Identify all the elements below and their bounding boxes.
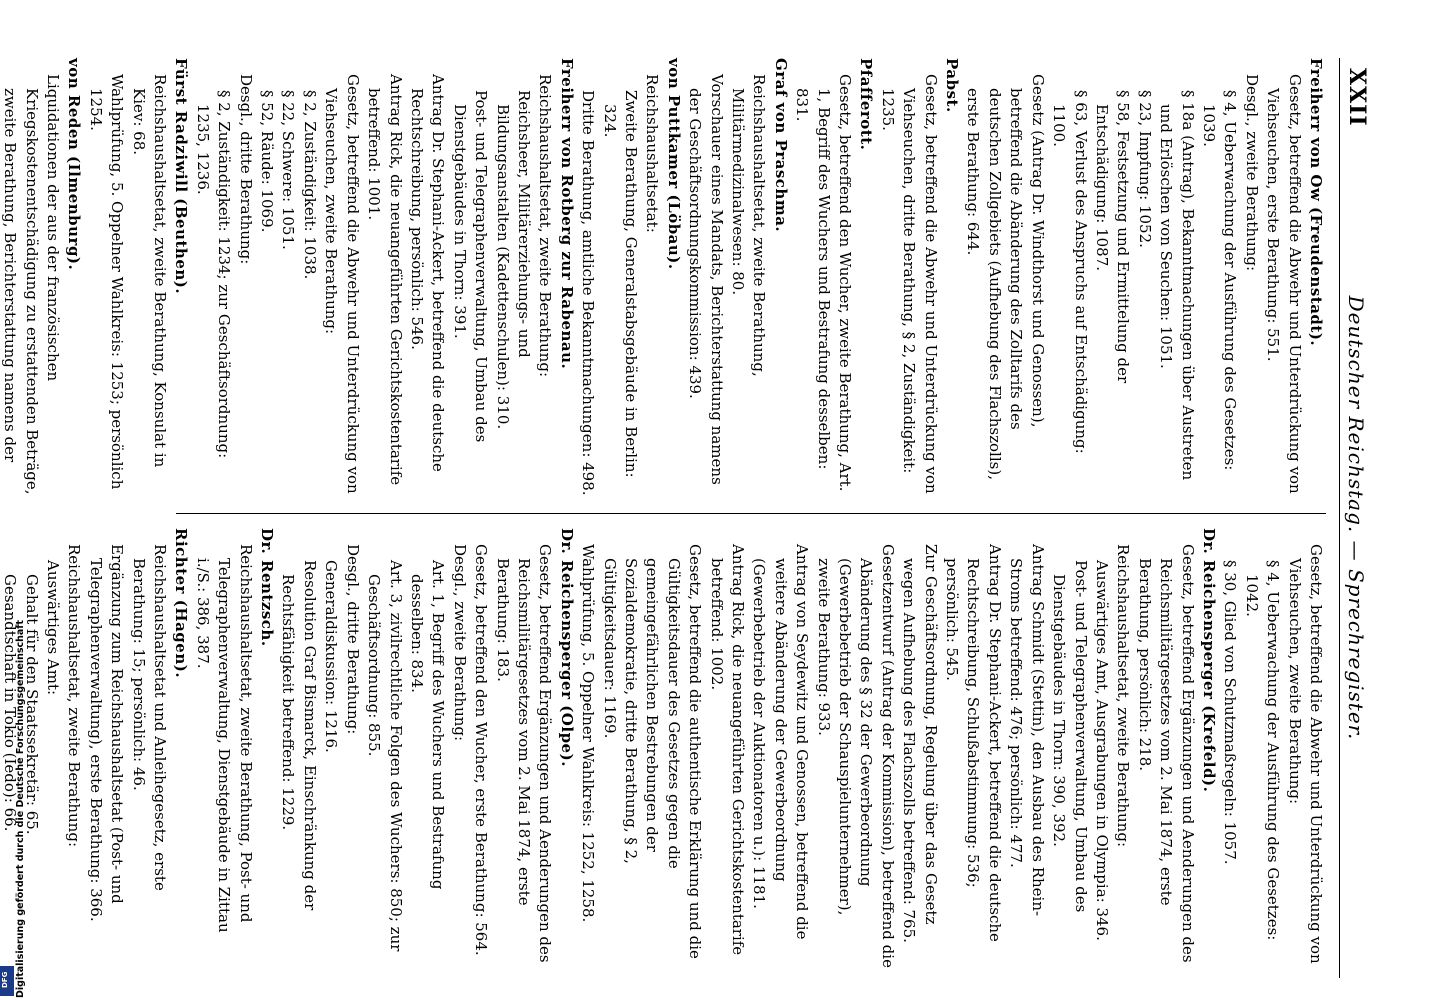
- register-entry: Antrag Dr. Stephani-Ackert, betreffend die deutsche Rechtschreibung, Schlußabstimmung: 536; persönlich: 545.: [943, 544, 1004, 942]
- register-entry: Reichshaushaltsetat, zweite Berathung, Post- und Telegraphenverwaltung, Dienstgebäude in Zittau i./S.: 386, 387.: [193, 544, 255, 933]
- register-entry: Liquidationen der aus der französischen Kriegskostenentschädigung zu erstattenden Beträge, zweite Berathung, Berichterstattung namens der: [1, 74, 63, 495]
- register-entry: Desgl., zweite Berathung:: [450, 544, 469, 742]
- speaker-name: [855, 58, 876, 498]
- register-entry: Reichsheer, Militärerziehungs- und Bildungsanstalten (Kadettenschulen): 310.: [493, 90, 533, 430]
- speaker-name-text: Dr. Rentzsch.: [258, 528, 277, 647]
- register-entry: § 22, Schwere: 1051.: [279, 90, 298, 250]
- register-entry: § 4, Ueberwachung der Ausführung des Gesetzes: 1042.: [1242, 560, 1283, 941]
- speaker-name: [170, 58, 191, 498]
- register-entry: Resolution Graf Bismarck, Einschränkung der Rechtsfähigkeit betreffend: 1229.: [279, 560, 319, 911]
- register-entry: § 18a (Antrag), Bekanntmachungen über Austreten und Erlöschen von Seuchen: 1051.: [1157, 90, 1197, 481]
- speaker-name: [769, 58, 790, 498]
- register-entry: Antrag Rick, die neuangeführten Gerichtskostentarife betreffend: 1002.: [707, 544, 748, 956]
- speaker-name-text: von Reden (Ilmenburg).: [65, 58, 84, 271]
- right-column: [0, 528, 1326, 968]
- register-entry: § 63, Verlust des Anspruchs auf Entschädigung: 1100.: [1050, 90, 1090, 454]
- register-entry: Reichshaushaltsetat, zweite Berathung, Militärmedizinalwesen: 80.: [729, 74, 769, 377]
- register-entry: Ergänzung zum Reichshaushaltsetat (Post- und Telegraphenverwaltung), erste Berathung: 366.: [86, 544, 127, 922]
- speaker-name-text: Graf von Praschma.: [771, 58, 790, 233]
- page-header: [1339, 58, 1370, 978]
- speaker-name-text: Pabst.: [943, 58, 962, 113]
- register-entry: § 30, Glied von Schutzmaßregeln: 1057.: [1221, 560, 1240, 865]
- speaker-name-text: von Puttkamer (Löbau).: [664, 58, 683, 270]
- left-column: [0, 58, 1326, 498]
- page-title: Deutscher Reichstag. — Sprechregister.: [1344, 295, 1368, 741]
- speaker-name: [1198, 528, 1219, 968]
- register-entry: Auswärtiges Amt:: [44, 560, 63, 696]
- register-entry: Gesetz, betreffend den Wucher, erste Berathung: 564.: [472, 544, 491, 956]
- speaker-name: [1305, 58, 1326, 498]
- speaker-name: [941, 58, 962, 498]
- register-entry: Antrag von Seydewitz und Genossen, betreffend die weitere Abänderung der Gewerbeordnung (Gewerbebetrieb der Auktionatoren u.): 1181.: [750, 544, 812, 940]
- register-entry: Vorschauer eines Mandats, Berichterstattung namens der Geschäftsordnungskommission: 439.: [686, 74, 726, 485]
- register-entry: Desgl., dritte Berathung:: [236, 74, 255, 265]
- register-entry: Gesetz, betreffend die Abwehr und Unterdrückung von Viehseuchen, zweite Berathung:: [1285, 544, 1325, 964]
- register-entry: Antrag Dr. Stephani-Ackert, betreffend die deutsche Rechtschreibung, persönlich: 546.: [407, 74, 448, 472]
- register-entry: Antrag Schmidt (Stettin), den Ausbau des Rhein-Stroms betreffend: 476; persönlich: 477.: [1007, 544, 1047, 917]
- register-entry: Gehalt für den Staatssekretär: 65.: [22, 574, 41, 835]
- register-entry: Desgl., zweite Berathung:: [1242, 74, 1261, 272]
- speaker-name: [170, 528, 191, 968]
- register-entry: Gesetz (Antrag Dr. Windthorst und Genossen), betreffend die Abänderung des Zolltarifs des deutschen Zollgebiets (Aufhebung des Flachszolls), erste Berathung: 644.: [964, 74, 1047, 480]
- register-entry: § 2, Zuständigkeit: 1038.: [300, 90, 319, 280]
- register-entry: Gesetz, betreffend Ergänzungen und Aenderungen des Reichsmilitärgesetzes vom 2. Mai 1874, erste Berathung, persönlich: 218.: [1135, 544, 1197, 963]
- register-entry: Post- und Telegraphenverwaltung, Umbau des Dienstgebäudes in Thorn: 391.: [450, 90, 491, 443]
- register-entry: Post- und Telegraphenverwaltung, Umbau des Dienstgebäudes in Thorn: 390, 392.: [1050, 560, 1090, 913]
- speaker-name: [555, 528, 576, 968]
- register-entry: § 4, Ueberwachung der Ausführung des Gesetzes: 1039.: [1199, 90, 1240, 471]
- register-entry: Gesandtschaft in Tokio (Iedo): 66.: [1, 574, 20, 832]
- speaker-name-text: Dr. Reichensperger (Olpe).: [557, 528, 576, 767]
- register-entry: Auswärtiges Amt, Ausgrabungen in Olympia: 346.: [1092, 560, 1111, 941]
- speaker-name-text: Freiherr von Ow (Freudenstadt).: [1307, 58, 1325, 347]
- digitization-credit: [1, 600, 26, 1000]
- register-entry: Gesetz, betreffend den Wucher, zweite Berathung, Art. 1, Begriff des Wuchers und Bestrafung desselben: 831.: [793, 74, 855, 492]
- register-entry: Dritte Berathung, amtliche Bekanntmachungen: 498.: [579, 90, 598, 496]
- register-entry: § 2, Zuständigkeit: 1234; zur Geschäftsordnung: 1235, 1236.: [193, 90, 234, 459]
- register-entry: Reichshaushaltsetat:: [643, 74, 662, 233]
- speaker-name: [63, 58, 84, 498]
- register-entry: § 23, Impfung: 1052.: [1135, 90, 1154, 248]
- register-entry: Zur Geschäftsordnung, Regelung über das Gesetz wegen Aufhebung des Flachszolls betreffend: 765.: [900, 544, 940, 943]
- register-entry: Desgl., dritte Berathung:: [343, 544, 362, 735]
- register-entry: Reichshaushaltsetat, zweite Berathung:: [65, 544, 84, 847]
- speaker-name: [555, 58, 576, 498]
- register-entry: Gesetz, betreffend die Abwehr und Unterdrückung von Viehseuchen, dritte Berathung, § 2, Zuständigkeit: 1235.: [878, 74, 940, 494]
- register-entry: Gesetz, betreffend Ergänzungen und Aenderungen des Reichsmilitärgesetzes vom 2. Mai 1874, erste Berathung: 183.: [493, 544, 555, 963]
- register-entry: Zweite Berathung, Generalstabsgebäude in Berlin: 324.: [600, 90, 640, 478]
- credit-text: Digitalisierung gefördert durch die Deutsche Forschungsgemeinschaft: [15, 620, 26, 998]
- column-divider: [176, 513, 1326, 514]
- page-number: XXII: [1344, 68, 1370, 127]
- register-entry: Wahlprüfung, 5. Oppelner Wahlkreis: 1253; persönlich 1254.: [86, 74, 127, 490]
- register-entry: Antrag Rick, die neuangeführten Gerichtskostentarife betreffend: 1001.: [365, 74, 405, 486]
- dfg-logo-text: DFG: [1, 971, 9, 988]
- register-entry: Reichshaushaltsetat und Anleihegesetz, erste Berathung: 15; persönlich: 46.: [129, 544, 170, 891]
- register-entry: § 52, Räude: 1069.: [258, 90, 277, 233]
- register-entry: Gesetzentwurf (Antrag der Kommission), betreffend die Abänderung des § 32 der Gewerbeordnung (Gewerbebetrieb der Schauspielunternehmer), zweite Berathung: 933.: [814, 544, 897, 968]
- register-entry: Gesetz, betreffend die Abwehr und Unterdrückung von Viehseuchen, erste Berathung: 551.: [1264, 74, 1304, 494]
- register-entry: § 58, Festsetzung und Ermittelung der Entschädigung: 1087.: [1092, 90, 1133, 384]
- register-entry: Art. 1, Begriff des Wuchers und Bestrafung desselben: 834.: [407, 560, 448, 890]
- register-entry: Gesetz, betreffend die authentische Erklärung und die Gültigkeitsdauer des Gesetzes gegen die gemeingefährlichen Bestrebungen der Sozialdemokratie, dritte Berathung, § 2, Gültigkeitsdauer: 1169.: [600, 544, 705, 959]
- register-entry: Reichshaushaltsetat, zweite Berathung, Konsulat in Kiev: 68.: [129, 74, 170, 468]
- speaker-name-text: Freiherr von Rotberg zur Rabenau.: [557, 58, 576, 370]
- register-entry: Reichshaushaltsetat, zweite Berathung:: [1114, 544, 1133, 847]
- speaker-name-text: Fürst Radziwill (Beuthen).: [172, 58, 191, 295]
- speaker-name: [662, 58, 683, 498]
- register-entry: Wahlprüfung, 5. Oppelner Wahlkreis: 1252, 1258.: [579, 544, 598, 923]
- register-entry: Reichshaushaltsetat, zweite Berathung:: [536, 74, 555, 377]
- speaker-name-text: Pfafferott.: [857, 58, 876, 151]
- register-entry: Art. 3, zivilrechtliche Folgen des Wuchers: 850; zur Geschäftsordnung: 855.: [365, 560, 405, 952]
- speaker-name: [256, 528, 277, 968]
- dfg-logo: [0, 966, 14, 996]
- register-entry: Generaldiskussion: 1216.: [322, 560, 341, 753]
- speaker-name-text: Richter (Hagen).: [172, 528, 191, 679]
- register-entry: Gesetz, betreffend die Abwehr und Unterdrückung von Viehseuchen, zweite Berathung:: [322, 74, 362, 494]
- speaker-name-text: Dr. Reichensperger (Krefeld).: [1199, 528, 1218, 793]
